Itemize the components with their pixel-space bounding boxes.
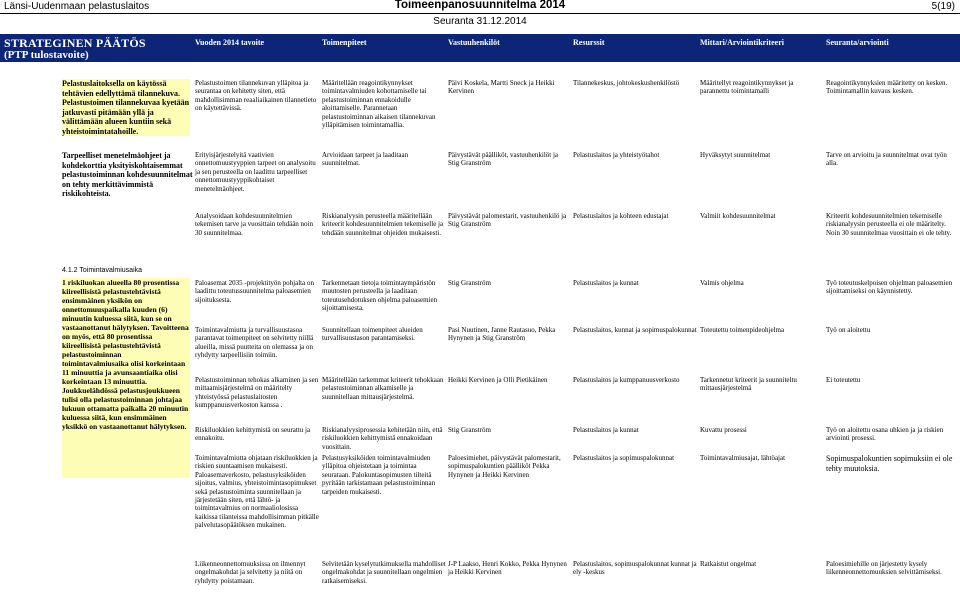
section-heading: 4.1.2 Toimintavalmiusaika bbox=[62, 267, 143, 274]
metric-text: Toteutettu toimenpideohjelma bbox=[700, 326, 785, 334]
page-number: 5(19) bbox=[931, 1, 955, 12]
resources-text: Pelastuslaitos ja sopimuspalokunnat bbox=[573, 454, 675, 462]
resources-text: Pelastuslaitos ja yhteistyötahot bbox=[573, 151, 660, 159]
action-text: Määritellään reagointikynnykset toimintavalmiuden kohottamiselle tai pelastustoiminnan ennakoidulle aloittamiselle. Parannetaan pelastustoiminnan aikaisen tilannekuvan ylläpitämisen toimintamallia. bbox=[322, 79, 436, 130]
resources-text: Pelastuslaitos ja kohteen edustajat bbox=[573, 212, 669, 220]
col-header-metric: Mittari/Arviointikriteeri bbox=[700, 38, 784, 47]
col-header-goal: Vuoden 2014 tavoite bbox=[195, 38, 265, 47]
action-text: Selvitetään kyselytutkimuksella mahdolliset ongelmakohdat ja suunnitellaan ongelmien ratkaisemiseksi. bbox=[322, 560, 446, 585]
goal-text: Paloasemat 2035 -projektityön pohjalta on laadittu toteutussuunnitelma paloasemien sijoituksesta. bbox=[195, 279, 314, 304]
responsible-text: Stig Granström bbox=[448, 426, 491, 434]
followup-text: Paloesimiehille on järjestetty kysely liikenneonnettomuuksien selvittämiseksi. bbox=[826, 560, 942, 577]
action-text: Tarkennetaan tietoja toimintaympäristön muutosten perusteella ja laaditaan toteutusehdotuksen ohjelma paloasemien sijoittamisesta. bbox=[322, 279, 438, 313]
col-header-responsible: Vastuuhenkilöt bbox=[448, 38, 500, 47]
followup-text: Sopimuspalokuntien sopimuksiin ei ole tehty muutoksia. bbox=[826, 454, 953, 473]
metric-text: Hyväksytyt suunnitelmat bbox=[700, 151, 771, 159]
responsible-text: J-P Laakso, Henri Kokko, Pekka Hynynen ja Heikki Kervinen bbox=[448, 560, 567, 577]
action-text: Riskianalyysin perusteella määritellään kriteerit kohdesuunnitelmien tekemiselle ja tehdään suunnitelmat ohjeiden mukaisesti. bbox=[322, 212, 444, 237]
metric-text: Ratkaistut ongelmat bbox=[700, 560, 757, 568]
banner-subtitle: (PTP tulostavoite) bbox=[4, 49, 89, 61]
col-header-resources: Resurssit bbox=[573, 38, 605, 47]
organization-name: Länsi-Uudenmaan pelastuslaitos bbox=[4, 1, 150, 12]
responsible-text: Heikki Kervinen ja Olli Pietikäinen bbox=[448, 376, 548, 384]
resources-text: Pelastuslaitos, sopimuspalokunnat kunnat ja ely -keskus bbox=[573, 560, 697, 577]
page-header bbox=[0, 0, 960, 14]
followup-text: Työ on aloitettu osana uhkien ja ja riskien arviointi prosessi. bbox=[826, 426, 944, 443]
action-text: Pelastusyksiköiden toimintavalmiuden ylläpitoa ohjeistetaan ja toimintaa seurataan. Palokuntasopimusten tilteitä pyritään tarkistamaan pelastustoiminnan tarpeiden mukaisesti. bbox=[322, 454, 436, 496]
goal-text: Toimintavalmiutta ja turvallisuustasoa parantavat toimenpiteet on selvitetty niillä alueilla, missä puutteita on olemassa ja on ryhdytty tarpeellisiin toimiin. bbox=[195, 326, 314, 360]
goal-text: Pelastustoiminnan tehokas alkaminen ja sen mittaamisjärjestelmä on määritelty yhteistyössä pelastuslaitosten kumppanuusverkoston kanssa . bbox=[195, 376, 319, 410]
followup-text: Työ toteutuskelpoisen ohjelman paloasemien sijoittamiseksi on käynnistetty. bbox=[826, 279, 953, 296]
followup-text: Kriteerit kohdesuunnitelmien tekemiselle riskianalyysin perusteella ei ole määritelty. Noin 30 suunnitelmaa vuosittain ei ole tehty. bbox=[826, 212, 952, 237]
goal-text: Pelastustoimen tilannekuvan ylläpitoa ja seurantaa on kehitetty siten, että mahdollisimman reaaliaikainen tilannetieto on käytettävissä. bbox=[195, 79, 317, 113]
responsible-text: Stig Granström bbox=[448, 279, 491, 287]
responsible-text: Päivi Koskela, Martti Sneck ja Heikki Kervinen bbox=[448, 79, 555, 96]
goal-text: Erityisjärjestelyitä vaativien onnettomuustyyppien tarpeet on analysoitu ja sen perusteella on laadittu tarpeelliset onnettomuustyyppikohtaiset menetelmäohjeet. bbox=[195, 151, 316, 193]
metric-text: Valmis ohjelma bbox=[700, 279, 744, 287]
metric-text: Valmiit kohdesuunnitelmat bbox=[700, 212, 776, 220]
strategic-decision: 1 riskiluokan alueella 80 prosentissa kiireellisistä pelastustehtävistä ensimmäinen yksikön on onnettomuuspaikalla kuuden (6) minuutin kuluessa siitä, kun se on vastaanottanut hälytyksen. Tavoitteena on myös, että 80 prosentissa kiireellisistä pelastustehtävistä pelastustoiminnan toimintavalmiusaika olisi korkeintaan 11 minuuttia ja avunsaantiaika olisi korkeintaan 13 minuuttia. Joukkuelähdössä pelastusjoukkueen tulisi olla pelastustoiminnan johtajaa lukuun ottamatta paikalla 20 minuutin kuluessa siitä, kun ensimmäinen yksikkö on vastaanottanut hälytyksen. bbox=[62, 278, 189, 431]
goal-text: Riskiluokkien kehittymistä on seurattu ja ennakoitu. bbox=[195, 426, 311, 443]
action-text: Määritellään tarkemmat kriteerit tehokkaan pelastustoiminnan alkamiselle ja suunnitellaan mittausjärjestelmä. bbox=[322, 376, 444, 401]
action-text: Riskianalyysiprosessia kehitetään niin, että riskiluokkien kehittymistä ennakoidaan vuosittain. bbox=[322, 426, 443, 451]
col-header-followup: Seuranta/arviointi bbox=[826, 38, 889, 47]
followup-text: Reagointikynnyksien määritetty on kesken. Toimintamallin kuvaus kesken. bbox=[826, 79, 948, 96]
resources-text: Pelastuslaitos, kunnat ja sopimuspalokunnat bbox=[573, 326, 697, 334]
strategic-decision: Pelastuslaitoksella on käytössä tehtävien edellyttämä tilannekuva. Pelastustoimen tilannekuvaa kyetään jatkuvasti pitämään yllä ja välittämään alueen kuntiin sekä yhteistoimintatahoille. bbox=[62, 79, 190, 136]
metric-text: Tarkennetut kriteerit ja suunniteltu mittausjärjestelmä bbox=[700, 376, 797, 393]
table-header-banner bbox=[0, 34, 960, 62]
document-title: Toimeenpanosuunnitelma 2014 bbox=[394, 0, 566, 11]
col-header-actions: Toimenpiteet bbox=[322, 38, 367, 47]
header-divider bbox=[0, 13, 960, 14]
followup-text: Ei toteutettu bbox=[826, 376, 861, 384]
responsible-text: Päivystävät palomestarit, vastuuhenkilö ja Stig Granström bbox=[448, 212, 567, 229]
followup-text: Tarve on arvioitu ja suunnitelmat ovat työn alla. bbox=[826, 151, 947, 168]
goal-text: Liikenneonnettomuuksissa on ilmennyt ongelmakohdat ja selvitetty ja niitä on ryhdytty poistamaan. bbox=[195, 560, 306, 585]
responsible-text: Päivystävät päälliköt, vastuuhenkilöt ja Stig Granström bbox=[448, 151, 559, 168]
resources-text: Pelastuslaitos ja kumppanuusverkosto bbox=[573, 376, 680, 384]
metric-text: Määritellyt reagointikynnykset ja parannettu toimintamalli bbox=[700, 79, 794, 96]
report-date: Seuranta 31.12.2014 bbox=[433, 16, 527, 27]
goal-text: Analysoidaan kohdesuunnitelmien tekemisen tarve ja vuosittain tehdään noin 30 suunnitelmaa. bbox=[195, 212, 313, 237]
responsible-text: Paloesimiehet, päivystävät palomestarit, sopimuspalokuntien päälliköt Pekka Hynynen ja Heikki Kervinen bbox=[448, 454, 561, 479]
followup-text: Työ on aloitettu bbox=[826, 326, 871, 334]
banner-title: STRATEGINEN PÄÄTÖS bbox=[4, 36, 146, 50]
metric-text: Kuvattu prosessi bbox=[700, 426, 747, 434]
action-text: Arvioidaan tarpeet ja laaditaan suunnitelmat. bbox=[322, 151, 409, 168]
resources-text: Tilannekeskus, johtokeskushenkilöstö bbox=[573, 79, 680, 87]
responsible-text: Pasi Nuutinen, Janne Rautasuo, Pekka Hynynen ja Stig Granström bbox=[448, 326, 556, 343]
metric-text: Toimintavalmiusajat, lähtöajat bbox=[700, 454, 786, 462]
resources-text: Pelastuslaitos ja kunnat bbox=[573, 279, 639, 287]
action-text: Suunnitellaan toimenpiteet alueiden turvallisuustason parantamiseksi. bbox=[322, 326, 423, 343]
resources-text: Pelastuslaitos ja kunnat bbox=[573, 426, 639, 434]
strategic-decision: Tarpeelliset menetelmäohjeet ja kohdekorttia yksityiskohtaisemmat pelastustoiminnan kohdesuunnitelmat on tehty merkittävimmistä riskikohteista. bbox=[62, 151, 193, 199]
goal-text: Toimintavalmiutta ohjataan riskiluokkien ja riskien suuntaamisen mukaisesti. Paloasemaverkosto, pelastusyksiköiden sijoitus, valmius, yhteistoimintasopimukset sekä pelastustoiminta suunnitellaan ja järjestetään siten, että lähtö- ja toimintavalmius on normaaliolosissa kaikissa tilanteissa mahdollisimman pitkälle palvelutasopäätöksen mukainen. bbox=[195, 454, 319, 530]
